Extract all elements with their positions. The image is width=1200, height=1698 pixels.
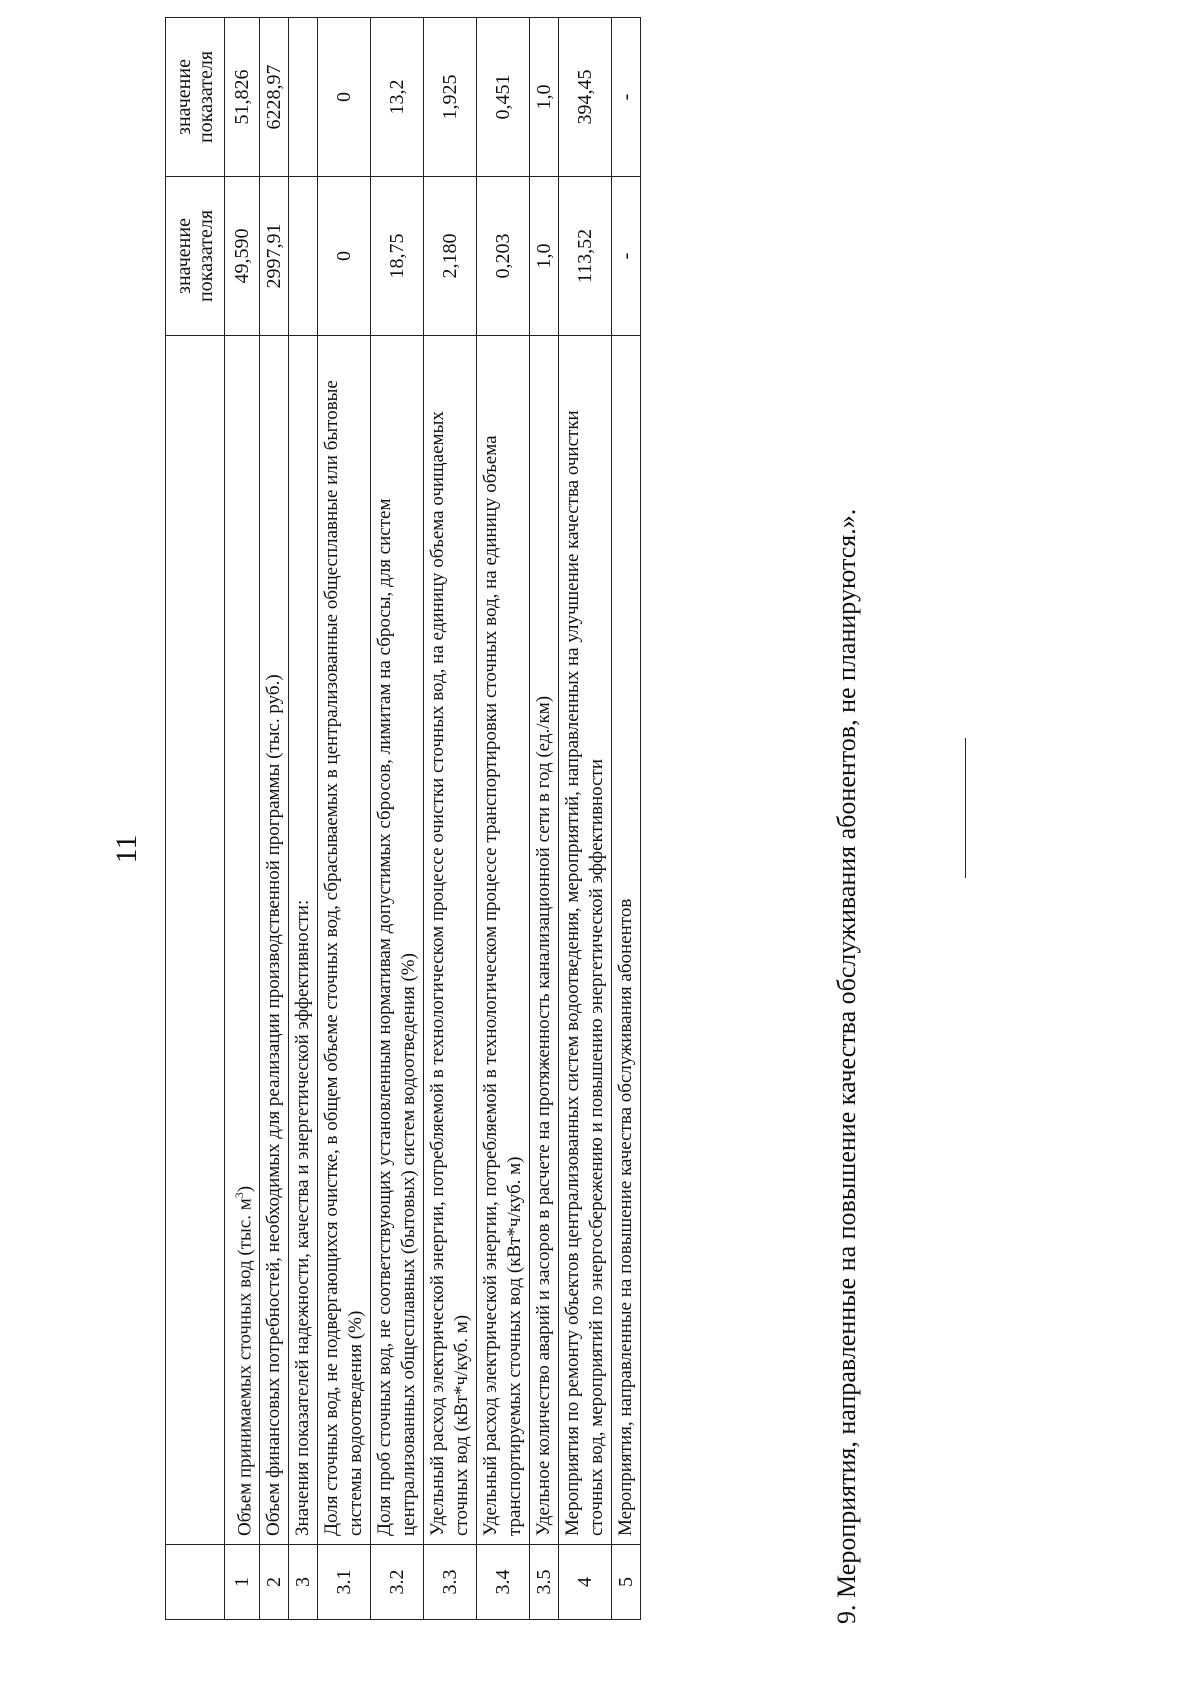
- table-row: [477, 18, 530, 1620]
- row-number: 3.1: [318, 1545, 371, 1620]
- table-row: [424, 18, 477, 1620]
- row-number: 1: [225, 1545, 260, 1620]
- row-value-2: [289, 18, 318, 177]
- table-row: [318, 18, 371, 1620]
- row-value-1: 0,203: [477, 177, 530, 336]
- divider-line: [965, 738, 966, 878]
- row-value-2: 6228,97: [260, 18, 289, 177]
- row-value-1: 113,52: [559, 177, 612, 336]
- indicators-table: [165, 17, 641, 1620]
- row-indicator-text: Объем принимаемых сточных вод (тыс. м: [234, 1198, 256, 1536]
- header-value-1: [166, 177, 225, 336]
- indicators-table-wrapper: [165, 50, 641, 1620]
- row-value-1: 49,590: [225, 177, 260, 336]
- footer-note: 9. Мероприятия, направленные на повышение качества обслуживания абонентов, не планируются.».: [832, 508, 861, 1624]
- table-row: [225, 18, 260, 1620]
- header-name: [166, 336, 225, 1545]
- row-indicator: Доля сточных вод, не подвергающихся очистке, в общем объеме сточных вод, сбрасываемых в централизованные общесплавные или бытовые системы водоотведения (%): [318, 336, 371, 1545]
- row-indicator-tail: ): [234, 1185, 256, 1193]
- row-indicator: Значения показателей надежности, качества и энергетической эффективности:: [289, 336, 318, 1545]
- header-value-2-text: значение показателя: [173, 50, 217, 144]
- row-number: 3: [289, 1545, 318, 1620]
- row-indicator: Доля проб сточных вод, не соответствующих установленным нормативам допустимых сбросов, лимитам на сбросы, для систем централизованных общесплавных (бытовых) систем водоотведения (%): [371, 336, 424, 1545]
- table-row: [371, 18, 424, 1620]
- row-value-2: -: [612, 18, 641, 177]
- row-number: 5: [612, 1545, 641, 1620]
- header-value-1-text: значение показателя: [173, 209, 217, 303]
- row-number: 4: [559, 1545, 612, 1620]
- row-number: 3.4: [477, 1545, 530, 1620]
- table-row: [612, 18, 641, 1620]
- table-row: [530, 18, 559, 1620]
- header-num: [166, 1545, 225, 1620]
- row-indicator: Удельное количество аварий и засоров в расчете на протяженность канализационной сети в год (ед./км): [530, 336, 559, 1545]
- row-value-2: 13,2: [371, 18, 424, 177]
- table-row: [559, 18, 612, 1620]
- row-value-1: 18,75: [371, 177, 424, 336]
- row-value-2: 51,826: [225, 18, 260, 177]
- row-indicator: Мероприятия по ремонту объектов централизованных систем водоотведения, мероприятий, направленных на улучшение качества очистки сточных вод, мероприятий по энергосбережению и повышению энергетической эффективности: [559, 336, 612, 1545]
- row-value-2: 0: [318, 18, 371, 177]
- row-value-2: 0,451: [477, 18, 530, 177]
- table-header-row: [166, 18, 225, 1620]
- row-number: 2: [260, 1545, 289, 1620]
- header-value-2: [166, 18, 225, 177]
- row-value-1: 2997,91: [260, 177, 289, 336]
- row-value-2: 1,925: [424, 18, 477, 177]
- row-indicator: Удельный расход электрической энергии, потребляемой в технологическом процессе транспортировки сточных вод, на единицу объема транспортируемых сточных вод (кВт*ч/куб. м): [477, 336, 530, 1545]
- row-number: 3.5: [530, 1545, 559, 1620]
- row-indicator: [225, 336, 260, 1545]
- table-row: [260, 18, 289, 1620]
- unit-superscript: 3: [232, 1192, 246, 1199]
- row-value-2: 394,45: [559, 18, 612, 177]
- row-indicator: Мероприятия, направленные на повышение качества обслуживания абонентов: [612, 336, 641, 1545]
- row-value-1: 0: [318, 177, 371, 336]
- page-number: 11: [110, 834, 143, 864]
- row-value-1: -: [612, 177, 641, 336]
- row-value-1: [289, 177, 318, 336]
- row-value-2: 1,0: [530, 18, 559, 177]
- row-value-1: 2,180: [424, 177, 477, 336]
- row-number: 3.2: [371, 1545, 424, 1620]
- row-value-1: 1,0: [530, 177, 559, 336]
- row-indicator: Объем финансовых потребностей, необходимых для реализации производственной программы (тыс. руб.): [260, 336, 289, 1545]
- table-row: [289, 18, 318, 1620]
- row-number: 3.3: [424, 1545, 477, 1620]
- row-indicator: Удельный расход электрической энергии, потребляемой в технологическом процессе очистки сточных вод, на единицу объема очищаемых сточных вод (кВт*ч/куб. м): [424, 336, 477, 1545]
